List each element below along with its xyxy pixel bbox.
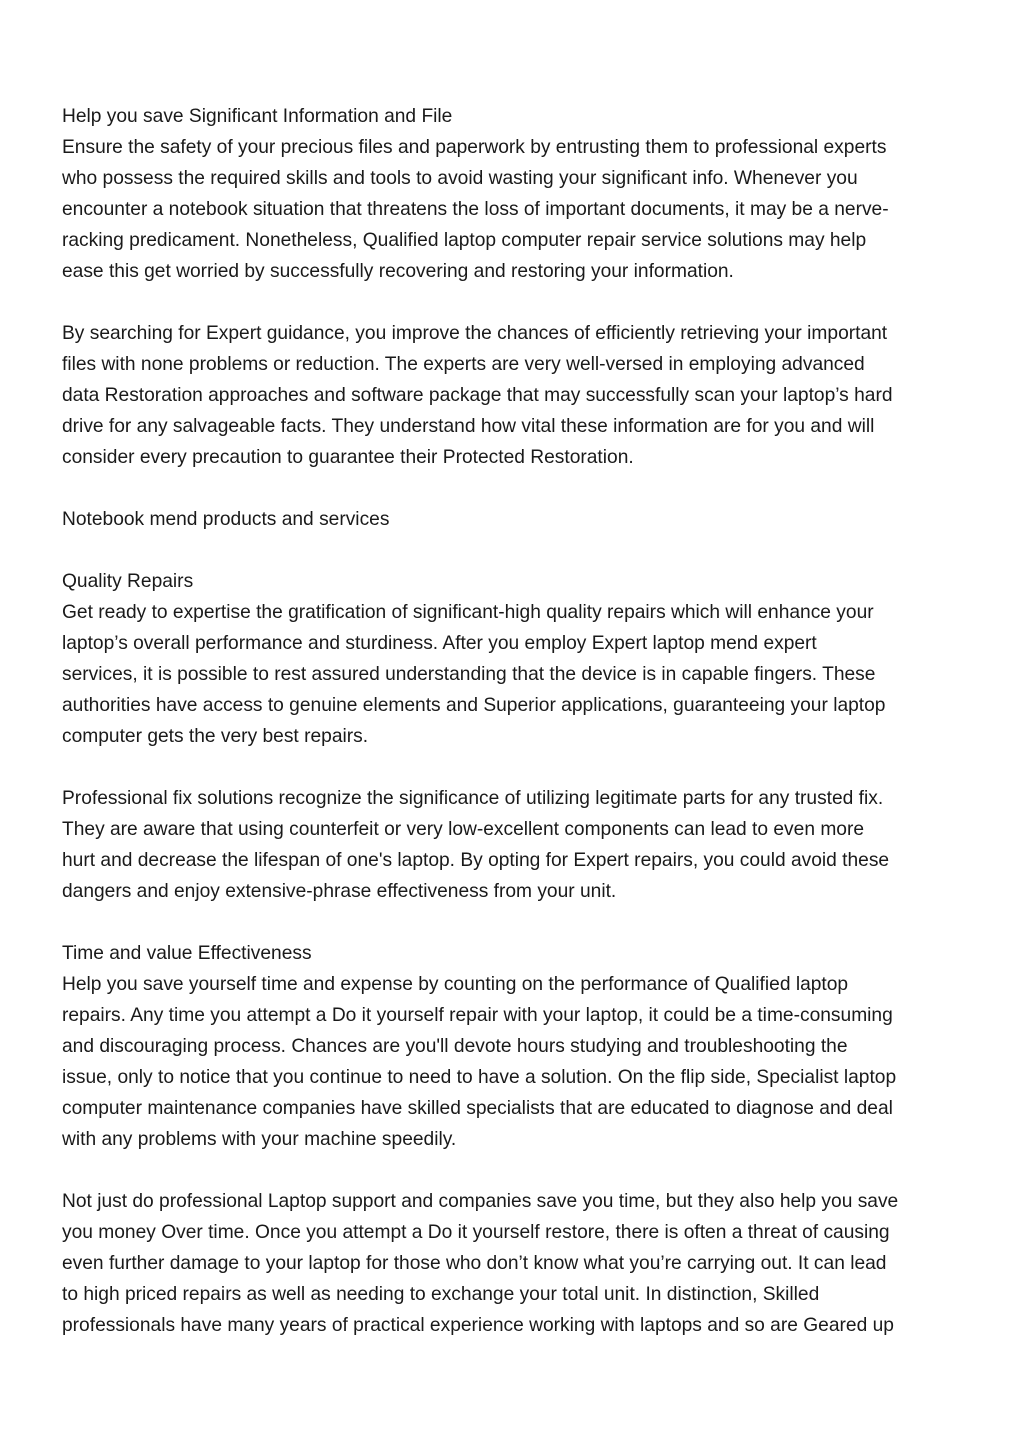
text-line: even further damage to your laptop for those who don’t know what you’re carrying out. It can lead (62, 1253, 887, 1274)
text-line: issue, only to notice that you continue to need to have a solution. On the flip side, Specialist laptop (62, 1067, 897, 1088)
text-line: data Restoration approaches and software package that may successfully scan your laptop’s hard (62, 385, 893, 406)
paragraph-gap (62, 535, 972, 566)
text-line: drive for any salvageable facts. They understand how vital these information are for you and will (62, 416, 875, 437)
text-line: hurt and decrease the lifespan of one's laptop. By opting for Expert repairs, you could avoid these (62, 850, 890, 871)
text-line: laptop’s overall performance and sturdiness. After you employ Expert laptop mend expert (62, 633, 817, 654)
text-line: They are aware that using counterfeit or very low-excellent components can lead to even more (62, 819, 865, 840)
text-line: encounter a notebook situation that threatens the loss of important documents, it may be a nerve- (62, 199, 889, 220)
text-line: authorities have access to genuine elements and Superior applications, guaranteeing your laptop (62, 695, 886, 716)
text-line: with any problems with your machine speedily. (62, 1129, 457, 1150)
text-line: and discouraging process. Chances are you'll devote hours studying and troubleshooting the (62, 1036, 848, 1057)
text-line: Get ready to expertise the gratification of significant-high quality repairs which will enhance your (62, 602, 874, 623)
document-page (62, 101, 972, 1341)
text-line: you money Over time. Once you attempt a Do it yourself restore, there is often a threat of causing (62, 1222, 890, 1243)
paragraph (62, 101, 972, 287)
paragraph-gap (62, 1155, 972, 1186)
paragraph-gap (62, 287, 972, 318)
paragraph (62, 938, 972, 1155)
text-line: Not just do professional Laptop support and companies save you time, but they also help you save (62, 1191, 899, 1212)
paragraph (62, 783, 972, 907)
text-line: dangers and enjoy extensive-phrase effectiveness from your unit. (62, 881, 617, 902)
text-line: consider every precaution to guarantee their Protected Restoration. (62, 447, 634, 468)
text-line: By searching for Expert guidance, you improve the chances of efficiently retrieving your important (62, 323, 888, 344)
text-line: repairs. Any time you attempt a Do it yourself repair with your laptop, it could be a time-consuming (62, 1005, 893, 1026)
paragraph-gap (62, 907, 972, 938)
text-line: Notebook mend products and services (62, 509, 390, 530)
text-line: computer maintenance companies have skilled specialists that are educated to diagnose and deal (62, 1098, 893, 1119)
paragraph (62, 566, 972, 752)
text-line: Help you save yourself time and expense by counting on the performance of Qualified laptop (62, 974, 849, 995)
text-line: files with none problems or reduction. The experts are very well-versed in employing advanced (62, 354, 865, 375)
text-line: computer gets the very best repairs. (62, 726, 369, 747)
text-line: racking predicament. Nonetheless, Qualified laptop computer repair service solutions may help (62, 230, 867, 251)
text-line: Time and value Effectiveness (62, 943, 312, 964)
paragraph (62, 504, 972, 535)
text-line: Ensure the safety of your precious files and paperwork by entrusting them to professional experts (62, 137, 887, 158)
text-line: Help you save Significant Information and File (62, 106, 453, 127)
text-line: professionals have many years of practical experience working with laptops and so are Geared up (62, 1315, 894, 1336)
text-line: services, it is possible to rest assured understanding that the device is in capable fingers. These (62, 664, 876, 685)
paragraph-gap (62, 752, 972, 783)
text-line: Professional fix solutions recognize the significance of utilizing legitimate parts for any trusted fix. (62, 788, 884, 809)
paragraph (62, 318, 972, 473)
paragraph (62, 1186, 972, 1341)
text-line: who possess the required skills and tools to avoid wasting your significant info. Whenever you (62, 168, 858, 189)
text-line: to high priced repairs as well as needing to exchange your total unit. In distinction, Skilled (62, 1284, 820, 1305)
paragraph-gap (62, 473, 972, 504)
text-line: ease this get worried by successfully recovering and restoring your information. (62, 261, 734, 282)
text-line: Quality Repairs (62, 571, 194, 592)
